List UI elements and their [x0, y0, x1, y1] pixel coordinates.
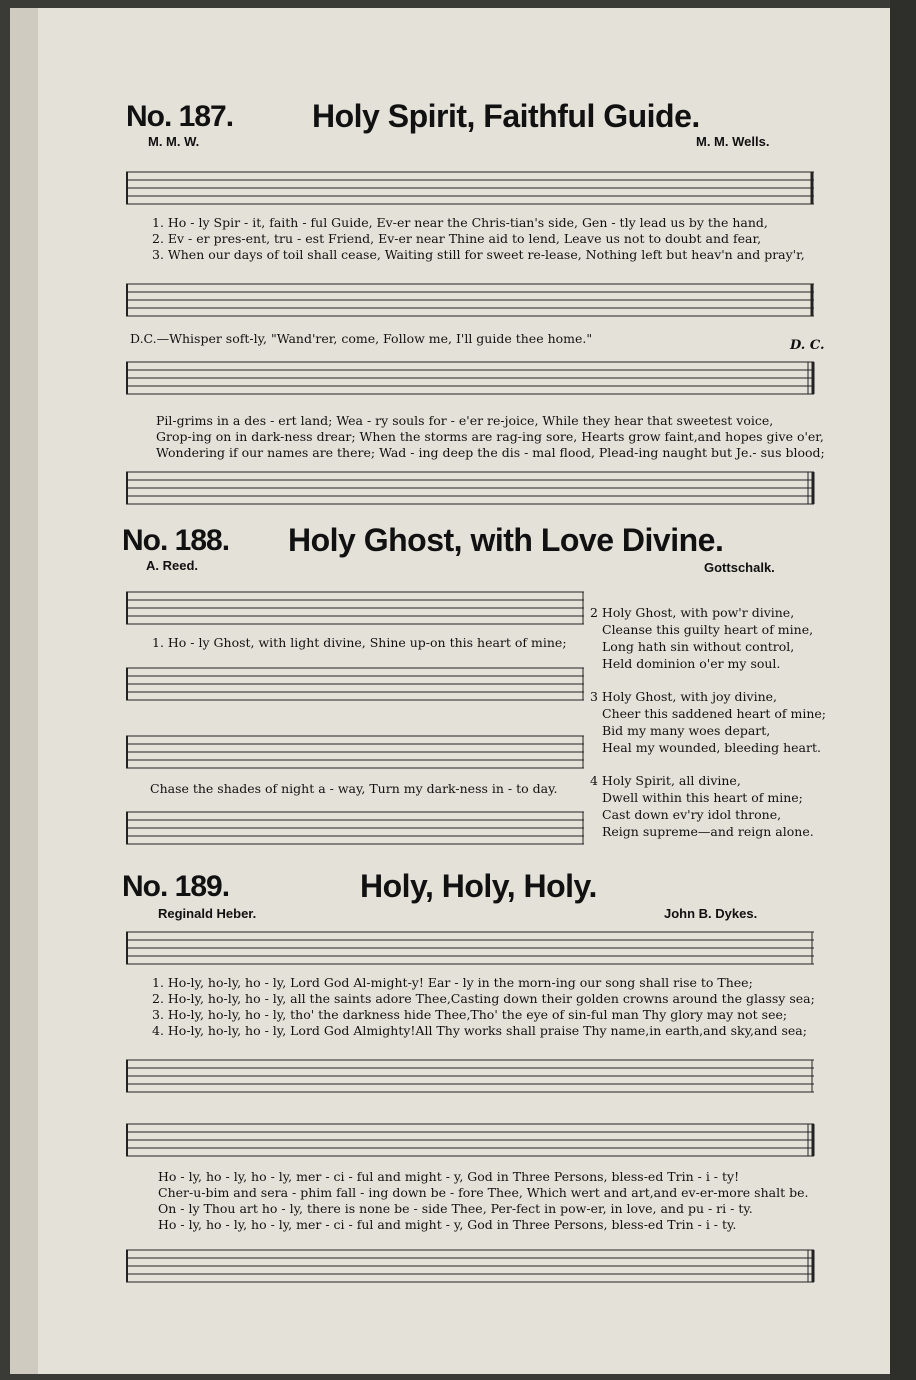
hymn-title: Holy Spirit, Faithful Guide. — [312, 98, 700, 134]
stanza-line: Reign supreme—and reign alone. — [602, 824, 814, 839]
book-edge — [890, 0, 916, 1380]
lyric-line: 3. When our days of toil shall cease, Waiting still for sweet re-lease, Nothing left but heav'n and pray'r, — [152, 247, 805, 262]
words-credit: M. M. W. — [148, 134, 200, 149]
lyric-line: 3. Ho-ly, ho-ly, ho - ly, tho' the darkness hide Thee,Tho' the eye of sin-ful man Thy glory may not see; — [152, 1007, 788, 1022]
chorus-note: D.C.—Whisper soft-ly, "Wand'rer, come, Follow me, I'll guide thee home." — [130, 331, 593, 346]
hymnal-page — [10, 8, 890, 1374]
hymn-number: No. 188. — [122, 524, 230, 557]
stanza-line: 4 Holy Spirit, all divine, — [590, 773, 741, 788]
music-staff — [126, 1246, 816, 1290]
music-credit: M. M. Wells. — [696, 134, 770, 149]
lyric-line: Grop-ing on in dark-ness drear; When the storms are rag-ing sore, Hearts grow faint,and hopes give o'er, — [156, 429, 824, 444]
staff-lines — [126, 172, 814, 204]
stanza-line: 2 Holy Ghost, with pow'r divine, — [590, 605, 795, 620]
stanza-line: Held dominion o'er my soul. — [602, 656, 781, 671]
hymn-number: No. 189. — [122, 870, 230, 903]
music-staff — [126, 358, 816, 402]
hymn-title: Holy, Holy, Holy. — [360, 868, 597, 904]
dc-mark: D. C. — [790, 338, 825, 353]
hymn-title: Holy Ghost, with Love Divine. — [288, 522, 724, 558]
stanza-line: Heal my wounded, bleeding heart. — [602, 740, 821, 755]
music-staff — [126, 664, 586, 708]
lyric-line: 4. Ho-ly, ho-ly, ho - ly, Lord God Almighty!All Thy works shall praise Thy name,in earth,and sky,and sea; — [152, 1023, 807, 1038]
music-credit: John B. Dykes. — [664, 906, 758, 921]
stanza-line: Cheer this saddened heart of mine; — [602, 706, 827, 721]
lyric-line: 2. Ev - er pres-ent, tru - est Friend, Ev-er near Thine aid to lend, Leave us not to doubt and fear, — [152, 231, 762, 246]
lyric-line: 2. Ho-ly, ho-ly, ho - ly, all the saints adore Thee,Casting down their golden crowns around the glassy sea; — [152, 991, 815, 1006]
lyric-line: On - ly Thou art ho - ly, there is none be - side Thee, Per-fect in pow-er, in love, and pu - ri - ty. — [158, 1201, 753, 1216]
stanza-line: Bid my many woes depart, — [602, 723, 771, 738]
lyric-line: 1. Ho-ly, ho-ly, ho - ly, Lord God Al-might-y! Ear - ly in the morn-ing our song shall rise to Thee; — [152, 975, 753, 990]
music-staff — [126, 588, 586, 632]
music-staff — [126, 168, 816, 212]
lyric-line: Pil-grims in a des - ert land; Wea - ry souls for - e'er re-joice, While they hear that sweetest voice, — [156, 413, 774, 428]
lyric-line: Wondering if our names are there; Wad - ing deep the dis - mal flood, Plead-ing naught but Je.- sus blood; — [156, 445, 825, 460]
music-credit: Gottschalk. — [704, 560, 775, 575]
words-credit: A. Reed. — [146, 558, 199, 573]
lyric-line: Chase the shades of night a - way, Turn my dark-ness in - to day. — [150, 781, 558, 796]
stanza-line: Cast down ev'ry idol throne, — [602, 807, 782, 822]
lyric-line: 1. Ho - ly Spir - it, faith - ful Guide, Ev-er near the Chris-tian's side, Gen - tly lead us by the hand, — [152, 215, 768, 230]
stanza-line: 3 Holy Ghost, with joy divine, — [590, 689, 777, 704]
music-staff — [126, 1056, 816, 1100]
music-staff — [126, 280, 816, 324]
music-staff — [126, 468, 816, 512]
lyric-line: 1. Ho - ly Ghost, with light divine, Shine up-on this heart of mine; — [152, 635, 567, 650]
words-credit: Reginald Heber. — [158, 906, 257, 921]
lyric-line: Ho - ly, ho - ly, ho - ly, mer - ci - ful and might - y, God in Three Persons, bless-ed Trin - i - ty. — [158, 1217, 737, 1232]
music-staff — [126, 928, 816, 972]
music-staff — [126, 1120, 816, 1164]
stanza-line: Long hath sin without control, — [602, 639, 795, 654]
hymn-number: No. 187. — [126, 100, 234, 133]
stanza-line: Dwell within this heart of mine; — [602, 790, 803, 805]
music-staff — [126, 808, 586, 852]
lyric-line: Cher-u-bim and sera - phim fall - ing down be - fore Thee, Which wert and art,and ev-er-more shalt be. — [158, 1185, 809, 1200]
music-staff — [126, 732, 586, 776]
lyric-line: Ho - ly, ho - ly, ho - ly, mer - ci - ful and might - y, God in Three Persons, bless-ed Trin - i - ty! — [158, 1169, 740, 1184]
stanza-line: Cleanse this guilty heart of mine, — [602, 622, 814, 637]
